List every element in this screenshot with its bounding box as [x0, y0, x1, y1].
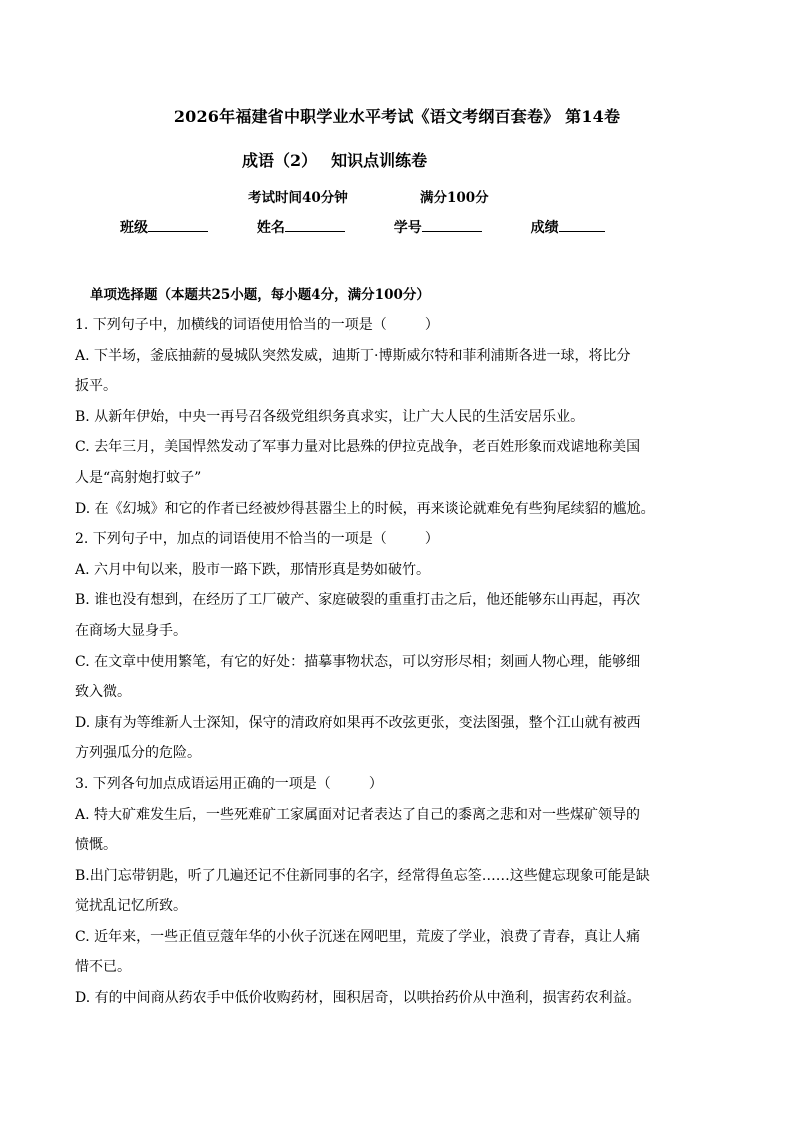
question-list — [75, 310, 735, 1014]
field-blank[interactable] — [559, 217, 605, 232]
option-d-cont: 方列强瓜分的危险。 — [75, 745, 201, 762]
option-c-cont: 人是“高射炮打蚊子” — [75, 469, 202, 486]
stem-text: 3. 下列各句加点成语运用正确的一项是（ — [75, 775, 331, 792]
stem-text: 1. 下列句子中，加横线的词语使用恰当的一项是（ — [75, 317, 387, 333]
subtitle-type: 知识点训练卷 — [331, 151, 428, 170]
option-a-cont: 愤慨。 — [75, 837, 117, 854]
option-c-cont: 惜不已。 — [75, 959, 131, 976]
exam-subtitle — [242, 148, 427, 171]
field-label: 成绩 — [530, 220, 559, 236]
option-b: B. 谁也没有想到，在经历了工厂破产、家庭破裂的重重打击之后，他还能够东山再起，再次 — [75, 592, 641, 609]
option-b-cont: 在商场大显身手。 — [75, 622, 187, 639]
field-label: 学号 — [393, 220, 422, 236]
field-name[interactable] — [257, 217, 345, 237]
subtitle-topic: 成语（2） — [242, 151, 318, 170]
option-d: D. 有的中间商从药农手中低价收购药材，囤积居奇，以哄抬药价从中渔利，损害药农利益。 — [75, 990, 641, 1007]
option-c: C. 去年三月，美国悍然发动了军事力量对比悬殊的伊拉克战争，老百姓形象而戏谑地称美国 — [75, 439, 641, 456]
option-c: C. 近年来，一些正值豆蔻年华的小伙子沉迷在网吧里，荒废了学业，浪费了青春，真让人痛 — [75, 928, 641, 945]
option-a-cont: 扳平。 — [75, 378, 117, 395]
question-stem — [75, 524, 735, 555]
stem-close: ） — [424, 317, 439, 333]
option-a: A. 下半场，釜底抽薪的曼城队突然发威，迪斯丁·博斯威尔特和菲利浦斯各进一球，将比分 — [75, 347, 631, 364]
field-label: 班级 — [120, 220, 148, 236]
field-blank[interactable] — [422, 217, 482, 232]
stem-close: ） — [424, 531, 439, 548]
option-d: D. 康有为等维新人士深知，保守的清政府如果再不改弦更张，变法图强，整个江山就有被西 — [75, 714, 641, 731]
option-b: B. 从新年伊始，中央一再号召各级党组织务真求实，让广大人民的生活安居乐业。 — [75, 408, 585, 425]
question-stem — [75, 310, 735, 341]
option-a: A. 六月中旬以来，股市一路下跌，那情形真是势如破竹。 — [75, 561, 431, 578]
field-class[interactable] — [120, 217, 208, 237]
option-a: A. 特大矿难发生后，一些死难矿工家属面对记者表达了自己的黍离之悲和对一些煤矿领导的 — [75, 806, 641, 823]
field-blank[interactable] — [285, 217, 345, 232]
question-stem — [75, 769, 735, 800]
field-label: 姓名 — [256, 220, 285, 236]
field-student-id[interactable] — [394, 217, 482, 237]
option-b-cont: 觉扰乱记忆所致。 — [75, 898, 187, 915]
stem-close: ） — [368, 775, 383, 792]
student-info-fields — [120, 217, 649, 237]
section-title: 单项选择题（本题共25小题，每小题4分，满分100分） — [90, 287, 430, 303]
exam-title: 2026年福建省中职学业水平考试《语文考纲百套卷》 第14卷 — [173, 107, 621, 126]
field-blank[interactable] — [148, 217, 208, 232]
field-score[interactable] — [531, 217, 605, 237]
exam-full-score: 满分100分 — [420, 190, 489, 206]
option-c-cont: 致入微。 — [75, 684, 131, 701]
option-c: C. 在文章中使用繁笔，有它的好处：描摹事物状态，可以穷形尽相；刻画人物心理，能够细 — [75, 653, 641, 670]
stem-text: 2. 下列句子中，加点的词语使用不恰当的一项是（ — [75, 531, 387, 548]
option-b: B.出门忘带钥匙，听了几遍还记不住新同事的名字，经常得鱼忘筌……这些健忘现象可能是缺 — [75, 867, 650, 884]
exam-time: 考试时间40分钟 — [248, 190, 348, 206]
option-d: D. 在《幻城》和它的作者已经被炒得甚嚣尘上的时候，再来谈论就难免有些狗尾续貂的尴尬。 — [75, 500, 655, 517]
